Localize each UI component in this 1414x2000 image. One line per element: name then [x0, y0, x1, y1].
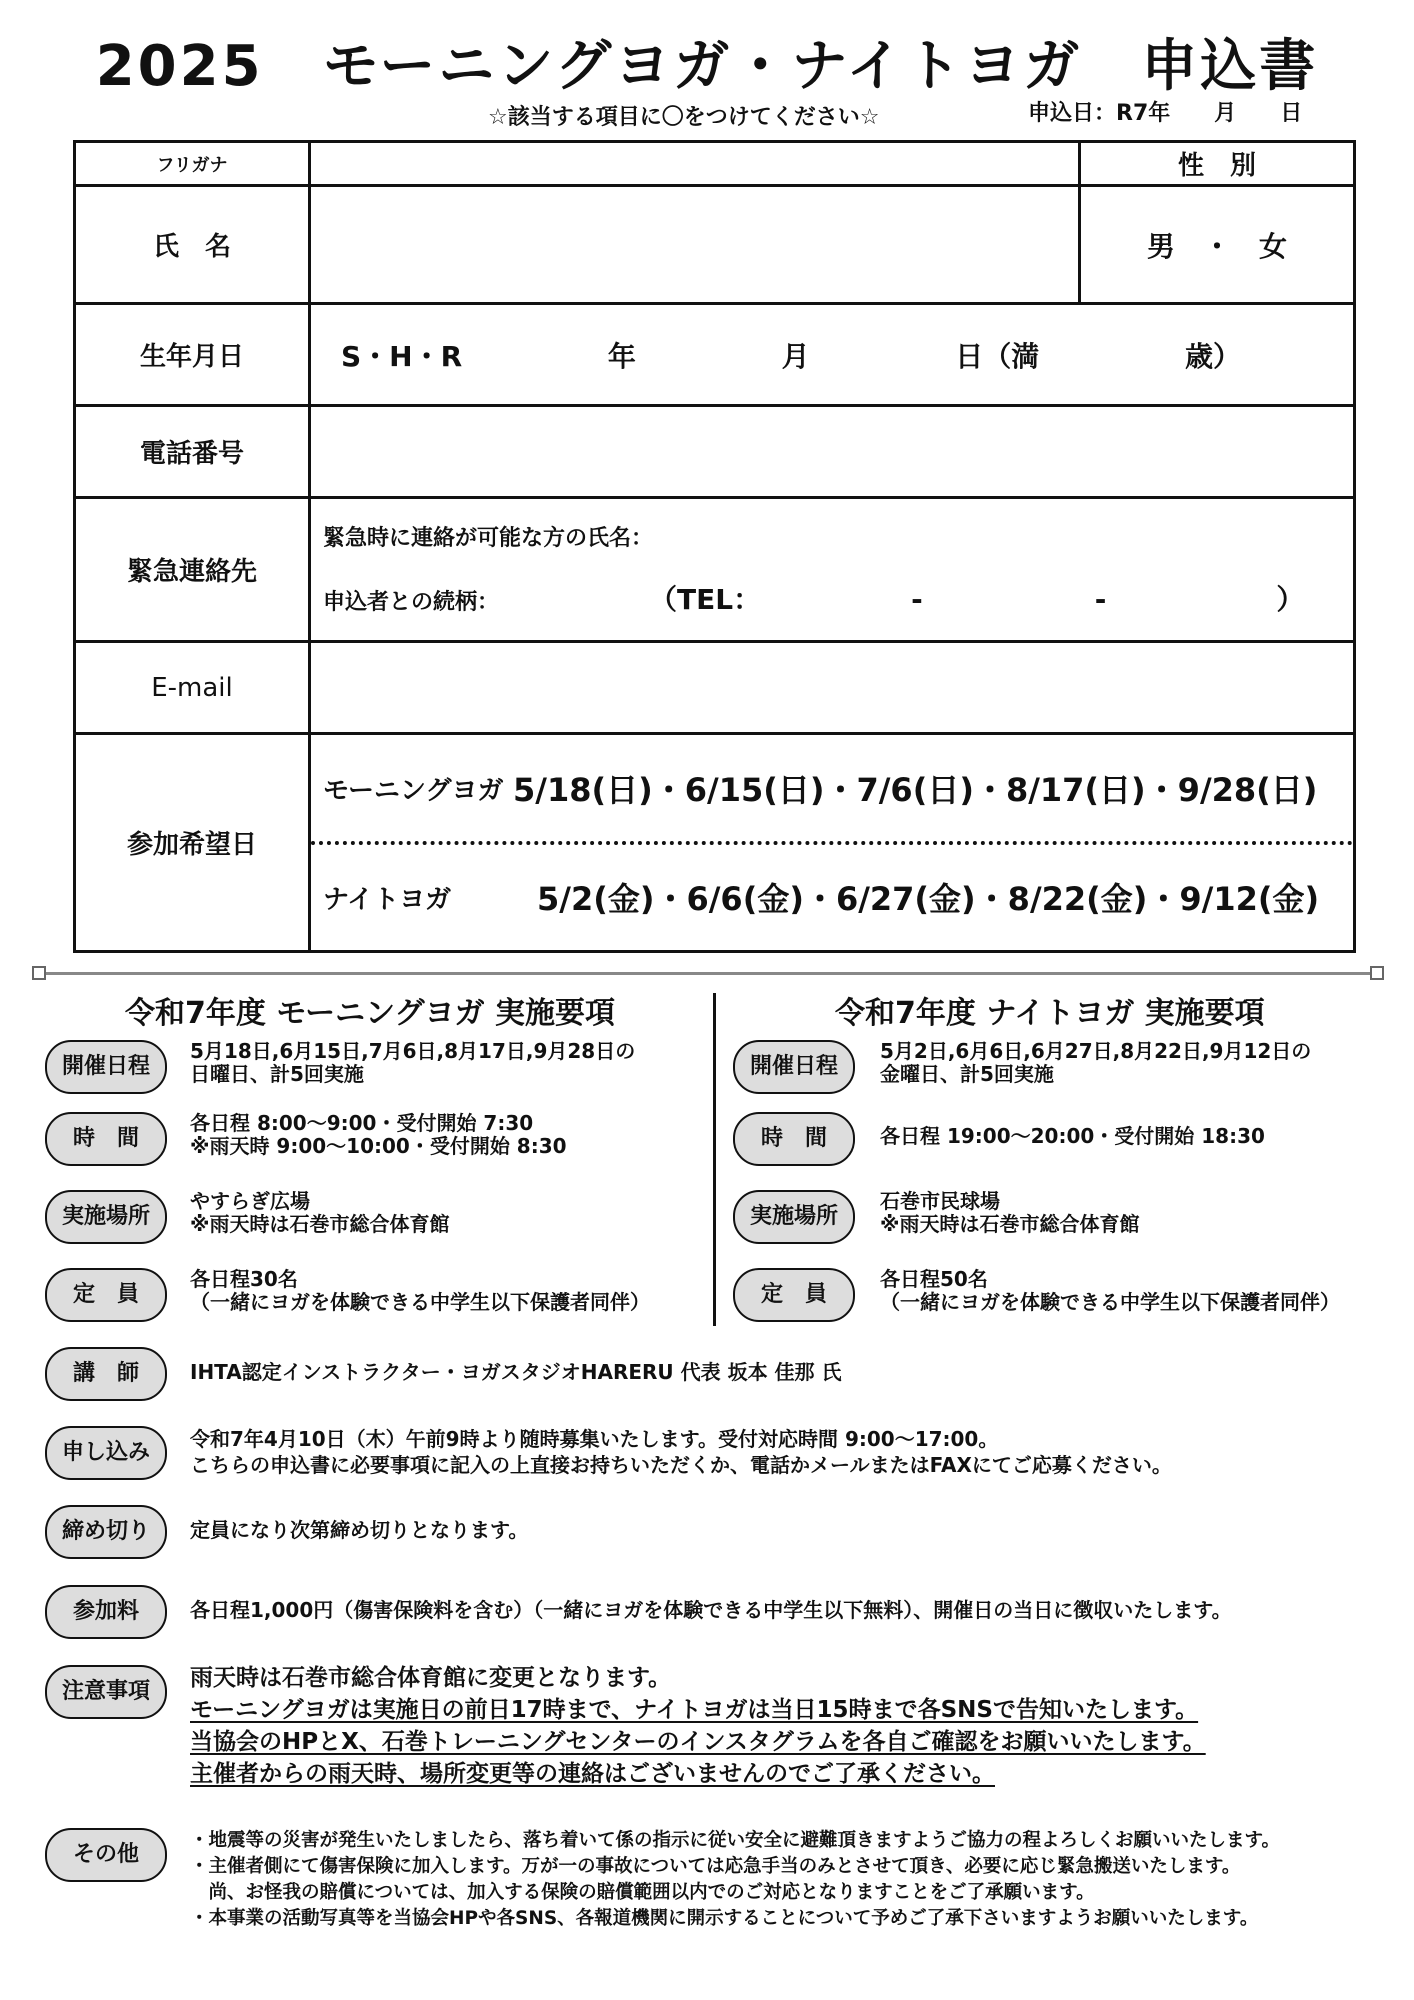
night-schedule-pill: 開催日程: [733, 1040, 855, 1094]
application-form: [73, 140, 1356, 953]
dob-year: 年: [607, 339, 636, 373]
apply-pill: 申し込み: [45, 1426, 167, 1480]
text-line: 当協会のHPとX、石巻トレーニングセンターのインスタグラムを各自ご確認をお願いいたします。: [190, 1729, 1206, 1755]
gender-label: 性 別: [1080, 142, 1355, 186]
dob-month: 月: [781, 339, 810, 373]
text-line: 雨天時は石巻市総合体育館に変更となります。: [190, 1665, 672, 1691]
morning-time-text: [190, 1112, 567, 1158]
morning-capacity-pill: 定 員: [45, 1268, 167, 1322]
morning-venue-pill: 実施場所: [45, 1190, 167, 1244]
tel-close: ）: [1276, 583, 1305, 616]
emergency-label: 緊急連絡先: [75, 498, 310, 642]
emergency-field[interactable]: [310, 498, 1355, 642]
night-label: ナイトヨガ: [323, 884, 452, 915]
text-line: 尚、お怪我の賠償については、加入する保険の賠償範囲以内でのご対応となりますことをご了承願います。: [190, 1882, 1095, 1903]
morning-time-pill: 時 間: [45, 1112, 167, 1166]
fee-text: 各日程1,000円（傷害保険料を含む）（一緒にヨガを体験できる中学生以下無料）、開催日の当日に徴収いたします。: [190, 1598, 1232, 1622]
text-line: 各日程50名: [880, 1267, 988, 1291]
night-time-text: [880, 1125, 1265, 1148]
morning-capacity-text: [190, 1268, 650, 1314]
tel-dash: -: [911, 583, 923, 616]
text-line: 石巻市民球場: [880, 1189, 1000, 1213]
emergency-tel: （TEL：: [649, 583, 762, 616]
text-line: 金曜日、計5回実施: [880, 1062, 1054, 1086]
text-line: 各日程30名: [190, 1267, 298, 1291]
name-field[interactable]: [310, 186, 1080, 304]
other-text: [190, 1828, 1280, 1932]
text-line: 各日程 8:00〜9:00・受付開始 7:30: [190, 1111, 534, 1135]
text-line: 日曜日、計5回実施: [190, 1062, 364, 1086]
morning-section-heading: 令和7年度 モーニングヨガ 実施要項: [125, 996, 615, 1031]
cut-line-end-right: [1370, 966, 1384, 980]
dates-label: 参加希望日: [75, 734, 310, 952]
column-divider: [713, 993, 716, 1326]
morning-schedule-pill: 開催日程: [45, 1040, 167, 1094]
morning-dates[interactable]: 5/18(日)・6/15(日)・7/6(日)・8/17(日)・9/28(日): [513, 771, 1318, 809]
night-capacity-text: [880, 1268, 1340, 1314]
phone-field[interactable]: [310, 406, 1355, 498]
text-line: 5月2日,6月6日,6月27日,8月22日,9月12日の: [880, 1039, 1312, 1063]
text-line: ※雨天時は石巻市総合体育館: [880, 1212, 1140, 1236]
morning-dates-row[interactable]: [311, 736, 1353, 845]
dob-label: 生年月日: [75, 304, 310, 406]
deadline-text: 定員になり次第締め切りとなります。: [190, 1518, 529, 1542]
morning-label: モーニングヨガ: [323, 775, 504, 806]
text-line: （一緒にヨガを体験できる中学生以下保護者同伴）: [880, 1290, 1340, 1314]
night-section-heading: 令和7年度 ナイトヨガ 実施要項: [835, 996, 1265, 1031]
fee-pill: 参加料: [45, 1585, 167, 1639]
night-time-pill: 時 間: [733, 1112, 855, 1166]
morning-venue-text: [190, 1190, 449, 1236]
text-line: 各日程 19:00〜20:00・受付開始 18:30: [880, 1124, 1265, 1148]
apply-text: [190, 1426, 1172, 1478]
text-line: こちらの申込書に必要事項に記入の上直接お持ちいただくか、電話かメールまたはFAXにてご応募ください。: [190, 1453, 1172, 1477]
instruction-note: ☆該当する項目に〇をつけてください☆: [488, 105, 880, 130]
night-dates[interactable]: 5/2(金)・6/6(金)・6/27(金)・8/22(金)・9/12(金): [537, 880, 1320, 918]
dob-day-age: 日（満: [955, 339, 1040, 373]
notes-pill: 注意事項: [45, 1665, 167, 1719]
other-pill: その他: [45, 1828, 167, 1882]
night-dates-row[interactable]: [311, 845, 1353, 950]
text-line: ・主催者側にて傷害保険に加入します。万が一の事故については応急手当のみとさせて頂き、必要に応じ緊急搬送いたします。: [190, 1856, 1241, 1877]
text-line: ※雨天時は石巻市総合体育館: [190, 1212, 450, 1236]
text-line: ※雨天時 9:00〜10:00・受付開始 8:30: [190, 1134, 567, 1158]
text-line: ・地震等の災害が発生いたしましたら、落ち着いて係の指示に従い安全に避難頂きますようご協力の程よろしくお願いいたします。: [190, 1830, 1281, 1851]
email-label: E-mail: [75, 642, 310, 734]
page-title: 2025 モーニングヨガ・ナイトヨガ 申込書: [95, 34, 1319, 99]
email-field[interactable]: [310, 642, 1355, 734]
dob-age-close: 歳）: [1184, 339, 1241, 373]
text-line: （一緒にヨガを体験できる中学生以下保護者同伴）: [190, 1290, 650, 1314]
instructor-text: IHTA認定インストラクター・ヨガスタジオHARERU 代表 坂本 佳那 氏: [190, 1360, 842, 1384]
text-line: 主催者からの雨天時、場所変更等の連絡はございませんのでご了承ください。: [190, 1761, 995, 1787]
application-date-field[interactable]: 申込日：R7年 月 日: [1028, 101, 1303, 126]
name-label: 氏 名: [75, 186, 310, 304]
emergency-relation-line: 申込者との続柄：: [323, 590, 500, 615]
text-line: ・本事業の活動写真等を当協会HPや各SNS、各報道機関に開示することについて予めご了承下さいますようお願いいたします。: [190, 1908, 1259, 1929]
instructor-pill: 講 師: [45, 1347, 167, 1401]
cut-line-end-left: [32, 966, 46, 980]
emergency-name-line: 緊急時に連絡が可能な方の氏名：: [323, 526, 654, 551]
night-venue-pill: 実施場所: [733, 1190, 855, 1244]
tel-dash: -: [1094, 583, 1107, 616]
text-line: モーニングヨガは実施日の前日17時まで、ナイトヨガは当日15時まで各SNSで告知いたします。: [190, 1697, 1199, 1723]
era-options[interactable]: S・H・R: [341, 339, 463, 373]
deadline-pill: 締め切り: [45, 1505, 167, 1559]
text-line: 令和7年4月10日（木）午前9時より随時募集いたします。受付対応時間 9:00〜17:00。: [190, 1427, 999, 1451]
text-line: 5月18日,6月15日,7月6日,8月17日,9月28日の: [190, 1039, 636, 1063]
dob-field[interactable]: [310, 304, 1355, 406]
night-venue-text: [880, 1190, 1139, 1236]
dates-field[interactable]: [310, 734, 1355, 952]
night-capacity-pill: 定 員: [733, 1268, 855, 1322]
cut-line: [38, 972, 1376, 975]
phone-label: 電話番号: [75, 406, 310, 498]
furigana-field[interactable]: [310, 142, 1080, 186]
morning-schedule-text: [190, 1040, 635, 1086]
notes-text: [190, 1662, 1206, 1790]
gender-options[interactable]: 男 ・ 女: [1080, 186, 1355, 304]
furigana-label: フリガナ: [75, 142, 310, 186]
night-schedule-text: [880, 1040, 1311, 1086]
text-line: やすらぎ広場: [190, 1189, 310, 1213]
